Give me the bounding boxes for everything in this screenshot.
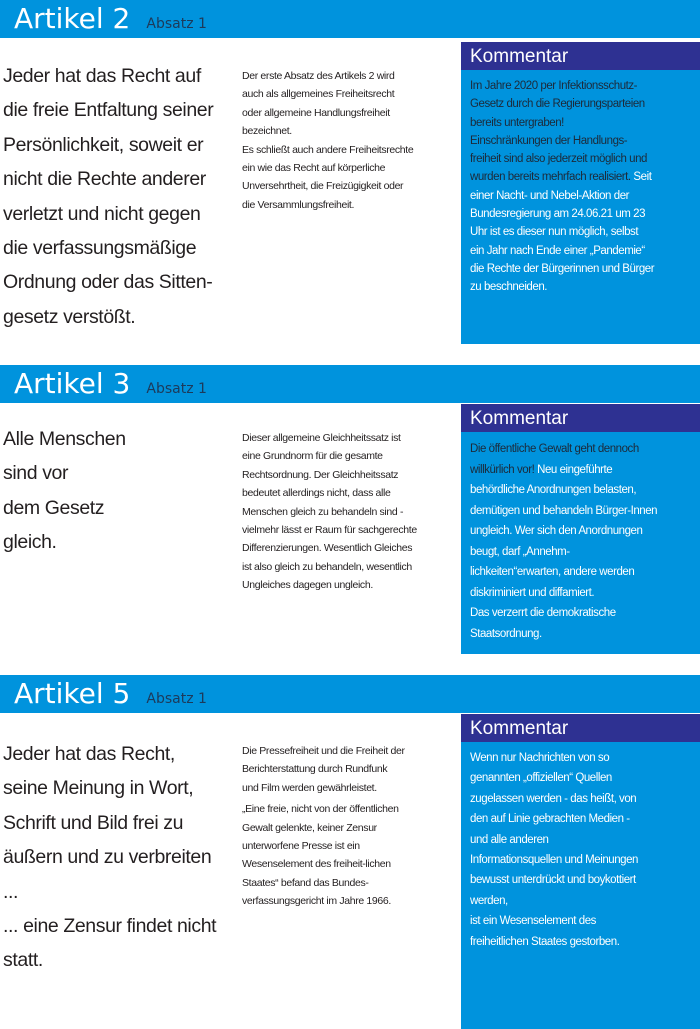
main-line: verletzt und nicht gegen <box>3 202 201 225</box>
article3-header <box>0 365 700 403</box>
kommentar-line: genannten „offiziellen“ Quellen <box>470 772 612 785</box>
main-line: gesetz verstößt. <box>3 305 136 328</box>
explanation-line: Rechtsordnung. Der Gleichheitssatz <box>242 468 399 481</box>
kommentar-line <box>470 460 696 481</box>
kommentar-text: wurden bereits mehrfach realisiert. <box>470 171 631 184</box>
kommentar-highlight: Seit <box>633 171 652 184</box>
kommentar-highlight: Neu eingeführte <box>537 463 613 476</box>
article5-header <box>0 675 700 713</box>
explanation-line: Unversehrtheit, die Freizügigkeit oder <box>242 180 404 193</box>
main-line: Schrift und Bild frei zu <box>3 811 184 834</box>
explanation-line: Staates“ befand das Bundes- <box>242 876 369 889</box>
article2-explanation <box>242 67 432 214</box>
kommentar-line: werden, <box>470 894 508 907</box>
explanation-line: ist also gleich zu behandeln, wesentlich <box>242 560 412 573</box>
main-line: nicht die Rechte anderer <box>3 168 206 191</box>
main-line: sind vor <box>3 462 69 485</box>
kommentar-line: bereits untergraben! <box>470 116 564 129</box>
kommentar-line: zu beschneiden. <box>470 281 548 294</box>
kommentar-line: diskriminiert und diffamiert. <box>470 586 595 599</box>
kommentar-line <box>470 168 696 186</box>
article3-kommentar-box <box>461 404 700 654</box>
explanation-line: Menschen gleich zu behandeln sind - <box>242 505 404 518</box>
article2-title: Artikel 2 <box>14 2 131 35</box>
article2-kommentar-box <box>461 42 700 344</box>
kommentar-line: die Rechte der Bürgerinnen und Bürger <box>470 262 655 275</box>
explanation-line: ein wie das Recht auf körperliche <box>242 162 386 175</box>
kommentar-line: bewusst unterdrückt und boykottiert <box>470 874 636 887</box>
kommentar-line: Staatsordnung. <box>470 627 542 640</box>
main-line: Jeder hat das Recht auf <box>3 65 201 87</box>
kommentar-line: ungleich. Wer sich den Anordnungen <box>470 525 643 537</box>
explanation-line: oder allgemeine Handlungsfreiheit <box>242 106 390 119</box>
main-line: die verfassungsmäßige <box>3 237 197 260</box>
kommentar-line: freiheitlichen Staates gestorben. <box>470 935 620 948</box>
explanation-line: die Versammlungsfreiheit. <box>242 198 355 211</box>
kommentar-line: Die öffentliche Gewalt geht dennoch <box>470 443 639 455</box>
kommentar-line: Das verzerrt die demokratische <box>470 607 616 619</box>
main-line: äußern und zu verbreiten ... <box>3 846 212 903</box>
article3-main-text <box>3 422 229 560</box>
explanation-line: vielmehr lässt er Raum für sachgerechte <box>242 524 417 537</box>
explanation-line: Die Pressefreiheit und die Freiheit der <box>242 745 405 757</box>
kommentar-line: behördliche Anordnungen belasten, <box>470 484 637 496</box>
article2-header <box>0 0 700 38</box>
article5-kommentar-box <box>461 714 700 1029</box>
kommentar-line: Wenn nur Nachrichten von so <box>470 752 610 764</box>
kommentar-line: Im Jahre 2020 per Infektionsschutz- <box>470 80 638 92</box>
kommentar-body <box>461 70 700 297</box>
main-line: Persönlichkeit, soweit er <box>3 133 204 156</box>
kommentar-line: demütigen und behandeln Bürger-Innen <box>470 504 658 517</box>
main-line: die freie Entfaltung seiner <box>3 99 214 122</box>
kommentar-line: Gesetz durch die Regierungsparteien <box>470 98 645 111</box>
kommentar-line: beugt, darf „Annehm- <box>470 545 570 558</box>
article3-absatz: Absatz 1 <box>146 381 207 397</box>
kommentar-line: und alle anderen <box>470 833 549 846</box>
article5-main-text <box>3 737 229 978</box>
kommentar-line: den auf Linie gebrachten Medien - <box>470 813 630 826</box>
kommentar-line: Uhr ist es dieser nun möglich, selbst <box>470 226 639 239</box>
main-line: dem Gesetz <box>3 496 105 519</box>
main-line: seine Meinung in Wort, <box>3 777 194 800</box>
kommentar-line: zugelassen werden - das heißt, von <box>470 792 637 805</box>
kommentar-heading: Kommentar <box>461 404 700 432</box>
explanation-line: Berichterstattung durch Rundfunk <box>242 763 388 776</box>
kommentar-line: Informationsquellen und Meinungen <box>470 854 638 867</box>
main-line: gleich. <box>3 531 57 554</box>
explanation-line: auch als allgemeines Freiheitsrecht <box>242 88 395 101</box>
kommentar-line: ist ein Wesenselement des <box>470 915 596 928</box>
explanation-line: Es schließt auch andere Freiheitsrechte <box>242 143 414 156</box>
article3-title: Artikel 3 <box>14 367 131 400</box>
article5-explanation <box>242 742 432 911</box>
article5-absatz: Absatz 1 <box>146 691 207 707</box>
kommentar-line: Einschränkungen der Handlungs- <box>470 134 628 147</box>
article2-main-text <box>3 59 229 334</box>
explanation-line: verfassungsgericht im Jahre 1966. <box>242 895 391 908</box>
main-line: Alle Menschen <box>3 428 126 450</box>
explanation-line: Differenzierungen. Wesentlich Gleiches <box>242 542 413 555</box>
kommentar-line: lichkeiten“erwarten, andere werden <box>470 566 635 578</box>
article2-absatz: Absatz 1 <box>146 16 207 32</box>
main-line: Ordnung oder das Sitten- <box>3 271 213 294</box>
kommentar-heading: Kommentar <box>461 42 700 70</box>
explanation-line: eine Grundnorm für die gesamte <box>242 450 383 463</box>
kommentar-line: ein Jahr nach Ende einer „Pandemie“ <box>470 244 645 257</box>
kommentar-text: willkürlich vor! <box>470 463 535 476</box>
explanation-line: „Eine freie, nicht von der öffentlichen <box>242 803 399 816</box>
explanation-line: Ungleiches dagegen ungleich. <box>242 579 373 592</box>
explanation-line: unterworfene Presse ist ein <box>242 840 360 853</box>
kommentar-body <box>461 742 700 952</box>
kommentar-body <box>461 432 700 644</box>
kommentar-line: Bundesregierung am 24.06.21 um 23 <box>470 208 646 221</box>
explanation-line: bedeutet allerdings nicht, dass alle <box>242 487 391 500</box>
kommentar-line: freiheit sind also jederzeit möglich und <box>470 153 647 166</box>
article5-title: Artikel 5 <box>14 677 131 710</box>
explanation-line: Der erste Absatz des Artikels 2 wird <box>242 70 395 82</box>
explanation-line: Dieser allgemeine Gleichheitssatz ist <box>242 432 401 444</box>
explanation-line: Wesenselement des freiheit-lichen <box>242 858 391 871</box>
main-line: ... eine Zensur findet nicht <box>3 915 217 938</box>
main-line: Jeder hat das Recht, <box>3 743 175 765</box>
article3-explanation <box>242 429 432 595</box>
explanation-line: bezeichnet. <box>242 125 292 138</box>
kommentar-line: einer Nacht- und Nebel-Aktion der <box>470 189 630 202</box>
explanation-line: Gewalt gelenkte, keiner Zensur <box>242 821 377 834</box>
main-line: statt. <box>3 949 43 972</box>
kommentar-heading: Kommentar <box>461 714 700 742</box>
explanation-line: und Film werden gewährleistet. <box>242 781 377 794</box>
